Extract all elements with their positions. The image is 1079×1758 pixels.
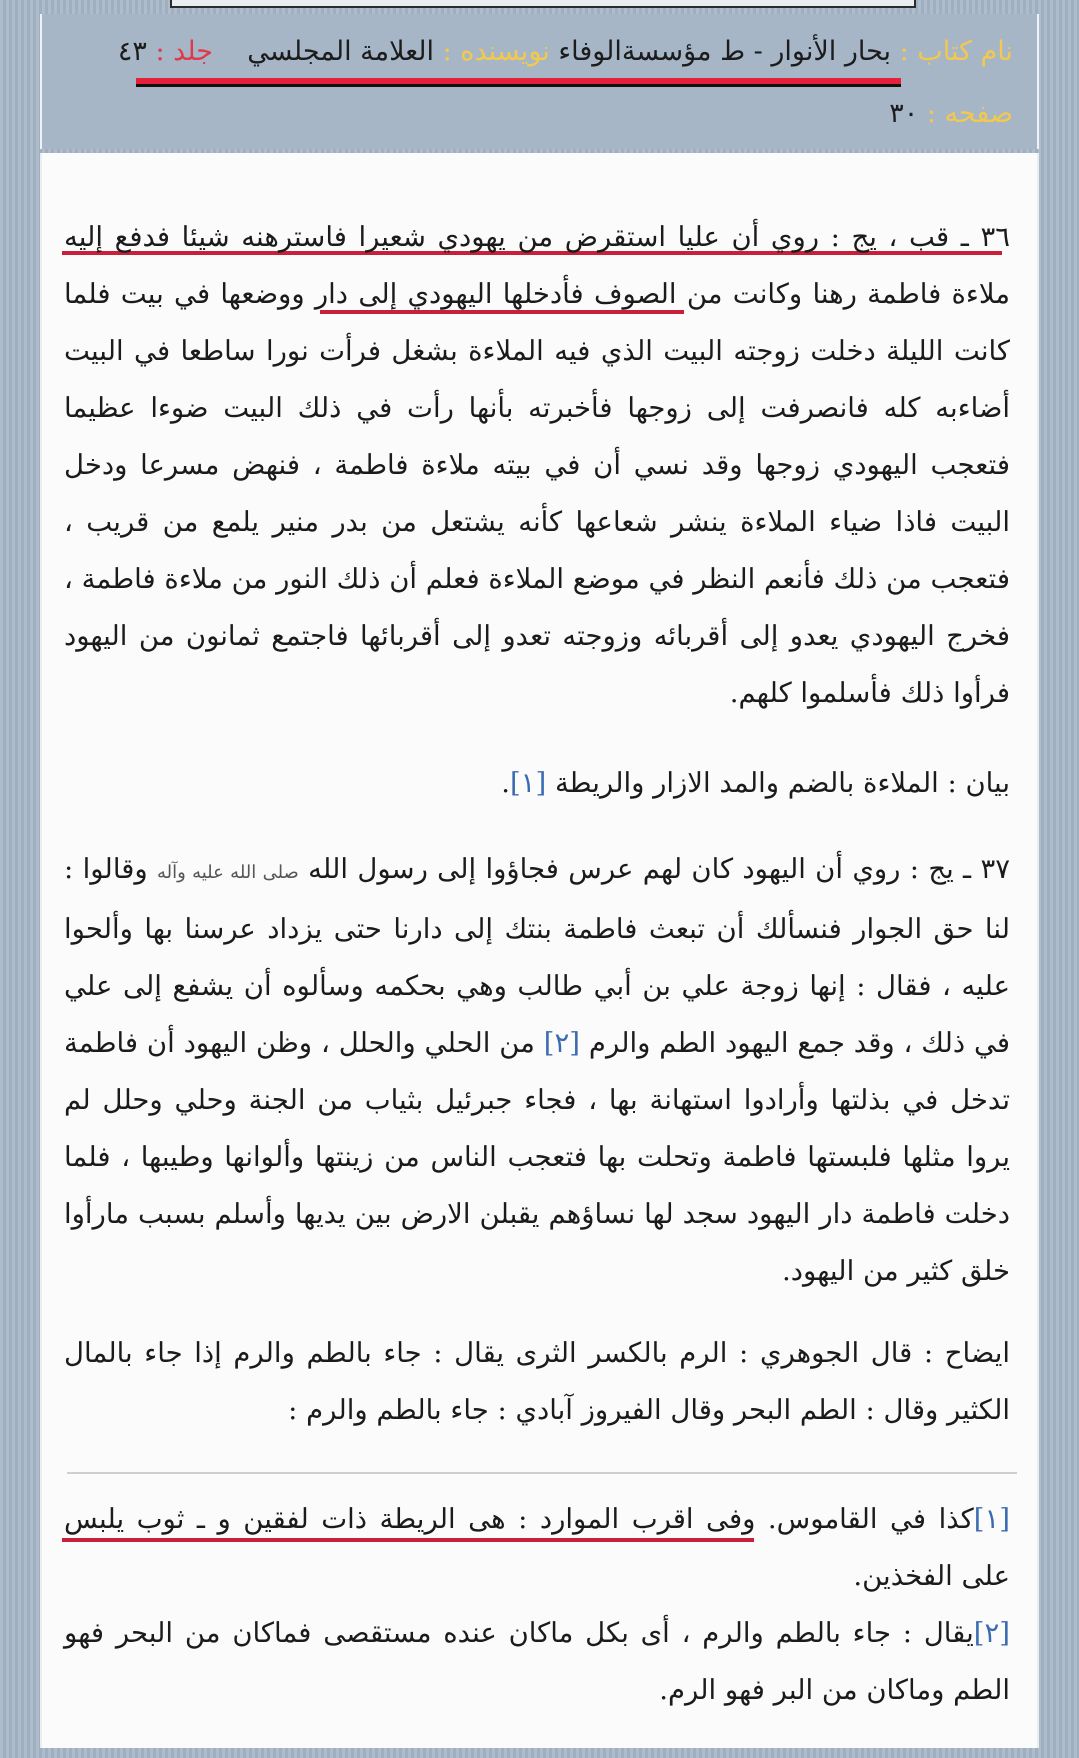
footnote-ref-1[interactable]: [١] [509,767,547,799]
header-highlight-underline [136,78,901,87]
footnote-2 [64,1605,1010,1719]
idah-note: ايضاح : قال الجوهري : الرم بالكسر الثرى يقال : جاء بالطم والرم إذا جاء بالمال الكثير وقال : الطم البحر وقال الفيروز آبادي : جاء بالطم والرم : [64,1337,1010,1426]
page-label: صفحه : [926,98,1013,129]
bayan-period: . [501,767,510,799]
footnote-1 [64,1491,1010,1605]
hadith-37-part-a: ٣٧ ـ يج : روي أن اليهود كان لهم عرس فجاؤوا إلى رسول الله [308,853,1010,885]
author-name[interactable]: العلامة المجلسي [247,36,434,67]
book-label: نام كتاب : [899,36,1013,67]
bayan-text: بيان : الملاءة بالضم والمد الازار والريطة [554,767,1010,799]
volume-number: ٤٣ [117,36,147,67]
salawat-glyph: صلى الله عليه وآله [156,862,299,883]
book-info-line [118,36,1013,67]
bayan-note [64,755,1010,812]
page-content [40,153,1039,1748]
page-number: ٣٠ [889,98,919,129]
footnote-2-text: يقال : جاء بالطم والرم ، أى بكل ماكان عنده مستقصى فماكان من البحر فهو الطم وماكان من البر فهو الرم. [64,1617,1010,1706]
footnote-1-marker[interactable]: [١] [973,1503,1010,1535]
page-info-line [889,98,1013,129]
footnote-2-marker[interactable]: [٢] [973,1617,1010,1649]
book-info-header [40,14,1039,149]
footnote-divider [67,1472,1017,1474]
hadith-37-part-c: من الحلي والحلل ، وظن اليهود أن فاطمة تدخل في بذلتها وأرادوا استهانة بها ، فجاء جبرئيل بثياب من الجنة وحلي وحلل لم يروا مثلها فلبستها فاطمة وتحلت بها فتعجب الناس من زينتها وألوانها وطيبها ، فلما دخلت فاطمة دار اليهود سجد لها نساؤهم يقبلن الارض بين يديها وأسلم بسبب مارأوا خلق كثير من اليهود. [64,1027,1010,1287]
author-label: نويسنده : [442,36,550,67]
hadith-37 [64,841,1010,1300]
hadith-36: ٣٦ ـ قب ، يج : روي أن عليا استقرض من يهودي شعيرا فاسترهنه شيئا فدفع إليه ملاءة فاطمة رهنا وكانت من الصوف فأدخلها اليهودي إلى دار ووضعها في بيت فلما كانت الليلة دخلت زوجته البيت الذي فيه الملاءة بشغل فرأت نورا ساطعا في البيت أضاءبه كله فانصرفت إلى زوجها فأخبرته بأنها رأت في ذلك البيت ضوءا عظيما فتعجب اليهودي زوجها وقد نسي أن في بيته ملاءة فاطمة ، فنهض مسرعا ودخل البيت فاذا ضياء الملاءة ينشر شعاعها كأنه يشتعل من بدر منير يلمع من قريب ، فتعجب من ذلك فأنعم النظر في موضع الملاءة فعلم أن ذلك النور من ملاءة فاطمة ، فخرج اليهودي يعدو إلى أقربائه وزوجته تعدو إلى أقربائها فاجتمع ثمانون من اليهود فرأوا ذلك فأسلموا كلهم. [64,221,1010,709]
footnote-ref-2[interactable]: [٢] [543,1027,581,1059]
volume-label: جلد : [155,36,213,67]
book-title[interactable]: بحار الأنوار - ط مؤسسةالوفاء [558,36,892,67]
footnote-1-text: كذا في القاموس. وفى اقرب الموارد : هى الريطة ذات لفقين و ـ ثوب يلبس على الفخذين. [64,1503,1010,1592]
top-strip [170,0,916,8]
hadith-37-part-b: وقالوا : لنا حق الجوار فنسألك أن تبعث فاطمة بنتك إلى دارنا حتى يزداد عرسنا بها وألحوا عليه ، فقال : إنها زوجة علي بن أبي طالب وهي بحكمه وسألوه أن يشفع إلى علي في ذلك ، وقد جمع اليهود الطم والرم [64,853,1011,1059]
